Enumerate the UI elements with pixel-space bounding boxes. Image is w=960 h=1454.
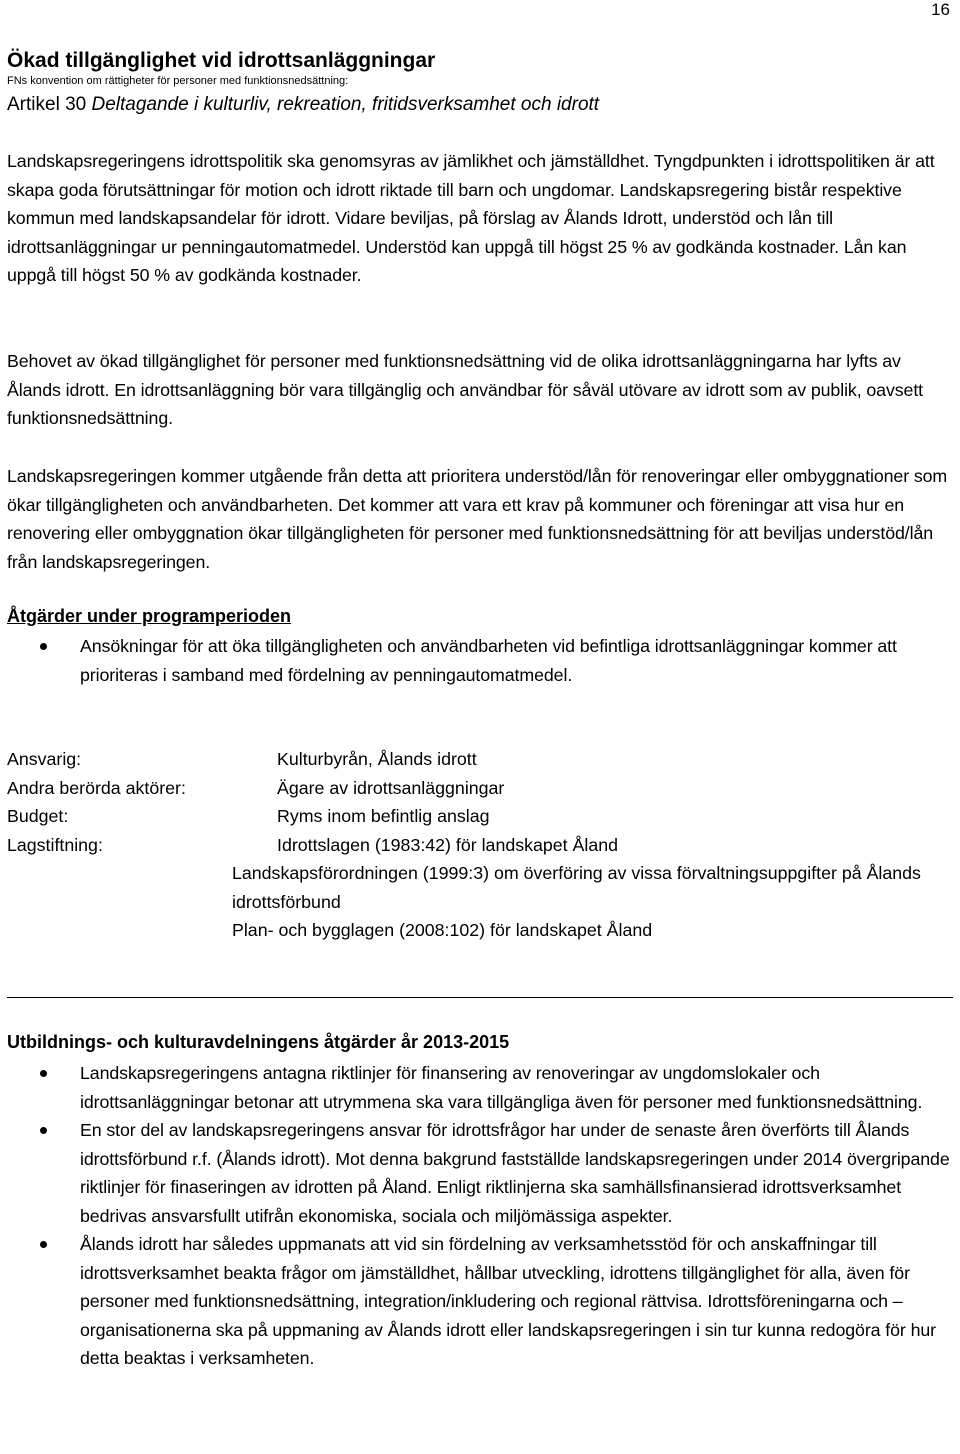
actions-list bbox=[7, 632, 955, 689]
responsible-value: Kulturbyrån, Ålands idrott bbox=[277, 749, 477, 769]
responsible-label: Ansvarig: bbox=[7, 749, 82, 769]
other-actors-row bbox=[7, 774, 957, 803]
article-number: Artikel 30 bbox=[7, 94, 92, 115]
list-item-text: Ålands idrott har således uppmanats att vid sin fördelning av verksamhetsstöd för och anskaffningar till idrottsverksamhet beakta frågor om jämställdhet, hållbar utveckling, idrottens tillgänglighet för alla, även för personer med funktionsnedsättning, integration/inkludering och regional rättvisa. Idrottsföreningarna och – organisationerna ska på uppmaning av Ålands idrott eller landskapsregeringen i sin tur kunna redogöra för hur detta beaktas i verksamheten. bbox=[80, 1234, 936, 1368]
budget-value: Ryms inom befintlig anslag bbox=[277, 806, 490, 826]
list-item-text: En stor del av landskapsregeringens ansvar för idrottsfrågor har under de senaste åren överförts till Ålands idrottsförbund r.f. (Ålands idrott). Mot denna bakgrund fastställde landskapsregeringen under 2014 övergripande riktlinjer för finaseringen av idrotten på Åland. Enligt riktlinjerna ska samhällsfinansierad idrottsverksamhet bedrivas ansvarsfullt utifrån ekonomiska, sociala och miljömässiga aspekter. bbox=[80, 1120, 950, 1226]
paragraph-accessibility-need: Behovet av ökad tillgänglighet för personer med funktionsnedsättning vid de olika idrottsanläggningarna har lyfts av Ålands idrott. En idrottsanläggning bör vara tillgänglig och användbar för såväl utövare av idrott som av publik, oavsett funktionsnedsättning. bbox=[7, 351, 924, 428]
other-actors-value: Ägare av idrottsanläggningar bbox=[277, 777, 505, 798]
list-item bbox=[7, 1116, 955, 1230]
article-title: Deltagande i kulturliv, rekreation, fritidsverksamhet och idrott bbox=[91, 94, 600, 115]
legislation-row bbox=[7, 831, 957, 860]
list-item bbox=[7, 632, 955, 689]
bullet-icon bbox=[40, 1127, 47, 1134]
legislation-extra-1: Landskapsförordningen (1999:3) om överföring av vissa förvaltningsuppgifter på Ålands idrottsförbund bbox=[232, 863, 921, 912]
paragraph-prioritization: Landskapsregeringen kommer utgående från detta att prioritera understöd/lån för renoveringar eller ombyggnationer som ökar tillgängligheten och användbarheten. Det kommer att vara ett krav på kommuner och föreningar att visa hur en renovering eller ombyggnation ökar tillgängligheten för personer med funktionsnedsättning för att beviljas understöd/lån från landskapsregeringen. bbox=[7, 466, 948, 572]
responsibility-table bbox=[7, 745, 957, 940]
list-item bbox=[7, 1230, 955, 1373]
responsible-row bbox=[7, 745, 957, 774]
bullet-icon bbox=[40, 1241, 47, 1248]
legislation-extra-2: Plan- och bygglagen (2008:102) för landskapet Åland bbox=[232, 920, 653, 940]
education-list bbox=[7, 1059, 955, 1373]
legislation-value: Idrottslagen (1983:42) för landskapet Åland bbox=[277, 834, 619, 855]
budget-label: Budget: bbox=[7, 806, 69, 826]
convention-label: FNs konvention om rättigheter för personer med funktionsnedsättning: bbox=[7, 75, 349, 87]
list-item-text: Landskapsregeringens antagna riktlinjer för finansering av renoveringar av ungdomslokaler och idrottsanläggningar betonar att utrymmena ska vara tillgängliga även för personer med funktionsnedsättning. bbox=[80, 1063, 923, 1112]
legislation-label: Lagstiftning: bbox=[7, 834, 103, 855]
budget-row bbox=[7, 802, 957, 831]
actions-heading: Åtgärder under programperioden bbox=[7, 606, 292, 626]
list-item-text: Ansökningar för att öka tillgängligheten och användbarheten vid befintliga idrottsanläggningar kommer att prioriteras i samband med fördelning av penningautomatmedel. bbox=[80, 636, 897, 685]
section-divider bbox=[7, 997, 953, 998]
list-item bbox=[7, 1059, 955, 1116]
bullet-icon bbox=[40, 643, 47, 650]
other-actors-label: Andra berörda aktörer: bbox=[7, 777, 186, 798]
paragraph-sports-policy: Landskapsregeringens idrottspolitik ska genomsyras av jämlikhet och jämställdhet. Tyngdpunkten i idrottspolitiken är att skapa goda förutsättningar för motion och idrott riktade till barn och ungdomar. Landskapsregering bistår respektive kommun med landskapsandelar för idrott. Vidare beviljas, på förslag av Ålands Idrott, understöd och lån till idrottsanläggningar ur penningautomatmedel. Understöd kan uppgå till högst 25 % av godkända kostnader. Lån kan uppgå till högst 50 % av godkända kostnader. bbox=[7, 151, 935, 285]
page-number: 16 bbox=[931, 0, 950, 19]
bullet-icon bbox=[40, 1070, 47, 1077]
section-title: Ökad tillgänglighet vid idrottsanläggningar bbox=[7, 49, 436, 72]
article-reference bbox=[7, 93, 599, 117]
education-heading: Utbildnings- och kulturavdelningens åtgärder år 2013-2015 bbox=[7, 1032, 510, 1052]
